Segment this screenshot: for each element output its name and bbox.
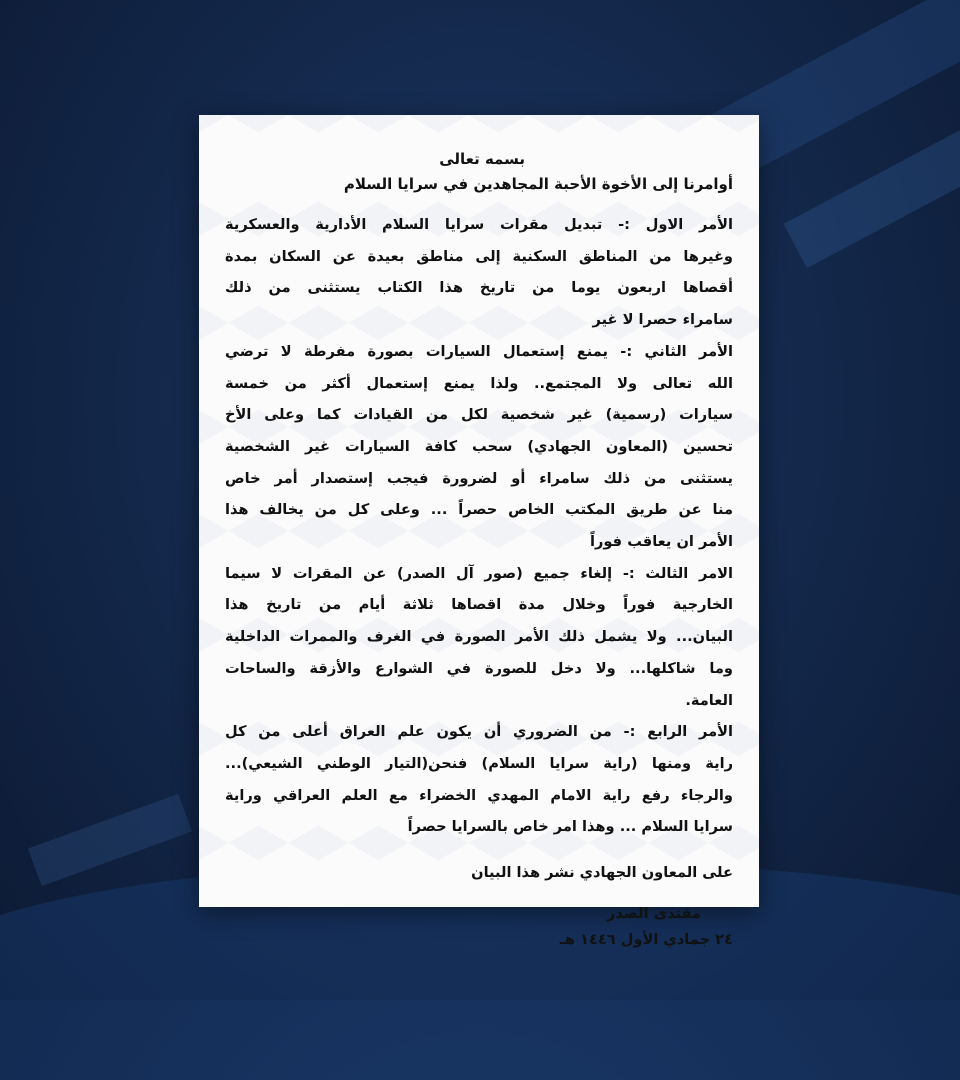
document-title: أوامرنا إلى الأخوة الأحبة المجاهدين في سرايا السلام: [343, 175, 733, 193]
order-2-line: تحسين (المعاون الجهادي) سحب كافة السيارات غير الشخصية: [225, 437, 733, 455]
order-2-line: الأمر الثاني :- يمنع إستعمال السيارات بصورة مفرطة لا ترضي: [225, 342, 733, 360]
order-3-line: البيان... ولا يشمل ذلك الأمر الصورة في الغرف والممرات الداخلية: [225, 628, 733, 646]
order-1-line: أقصاها اربعون يوما من تاريخ هذا الكتاب يستثنى من ذلك: [225, 279, 733, 297]
order-4-line: الأمر الرابع :- من الضروري أن يكون علم العراق أعلى من كل: [225, 723, 733, 741]
order-1-line: سامراء حصرا لا غير: [592, 311, 733, 329]
signature-name: مقتدى الصدر: [606, 905, 701, 923]
order-3-line: الخارجية فوراً وخلال مدة اقصاها ثلاثة أيام من تاريخ هذا: [225, 596, 733, 614]
order-2-line: الله تعالى ولا المجتمع.. ولذا يمنع إستعمال أكثر من خمسة: [225, 374, 733, 392]
order-2-line: يستثنى من ذلك سامراء أو لضرورة فيجب إستصدار أمر خاص: [225, 469, 733, 487]
statement-document: [199, 115, 759, 949]
order-2-line: الأمر ان يعاقب فوراً: [590, 533, 733, 551]
document-date: ٢٤ جمادي الأول ١٤٤٦ هـ: [559, 931, 733, 949]
order-3-line: العامة.: [685, 691, 733, 709]
order-3-line: الامر الثالث :- إلغاء جميع (صور آل الصدر) عن المقرات لا سيما: [225, 564, 733, 582]
closing-note: على المعاون الجهادي نشر هذا البيان: [471, 864, 733, 882]
order-1-line: وغيرها من المناطق السكنية إلى مناطق بعيدة عن السكان بمدة: [225, 247, 733, 265]
order-1-line: الأمر الاول :- تبديل مقرات سرايا السلام الأدارية والعسكرية: [225, 216, 733, 233]
basmala: بسمه تعالى: [439, 150, 525, 168]
order-4-line: سرايا السلام ... وهذا امر خاص بالسرايا حصراً: [407, 818, 733, 836]
order-2-line: سيارات (رسمية) غير شخصية لكل من القيادات كما وعلى الأخ: [225, 406, 733, 424]
order-2-line: منا عن طريق المكتب الخاص حصراً ... وعلى كل من يخالف هذا: [225, 501, 733, 519]
background-stripe: [28, 794, 192, 886]
order-4-line: راية ومنها (راية سرايا السلام) فنحن(التيار الوطني الشيعي)...: [225, 754, 733, 772]
order-4-line: والرجاء رفع راية الامام المهدي الخضراء مع العلم العراقي وراية: [225, 786, 733, 804]
order-3-line: وما شاكلها... ولا دخل للصورة في الشوارع والأزقة والساحات: [225, 659, 733, 677]
